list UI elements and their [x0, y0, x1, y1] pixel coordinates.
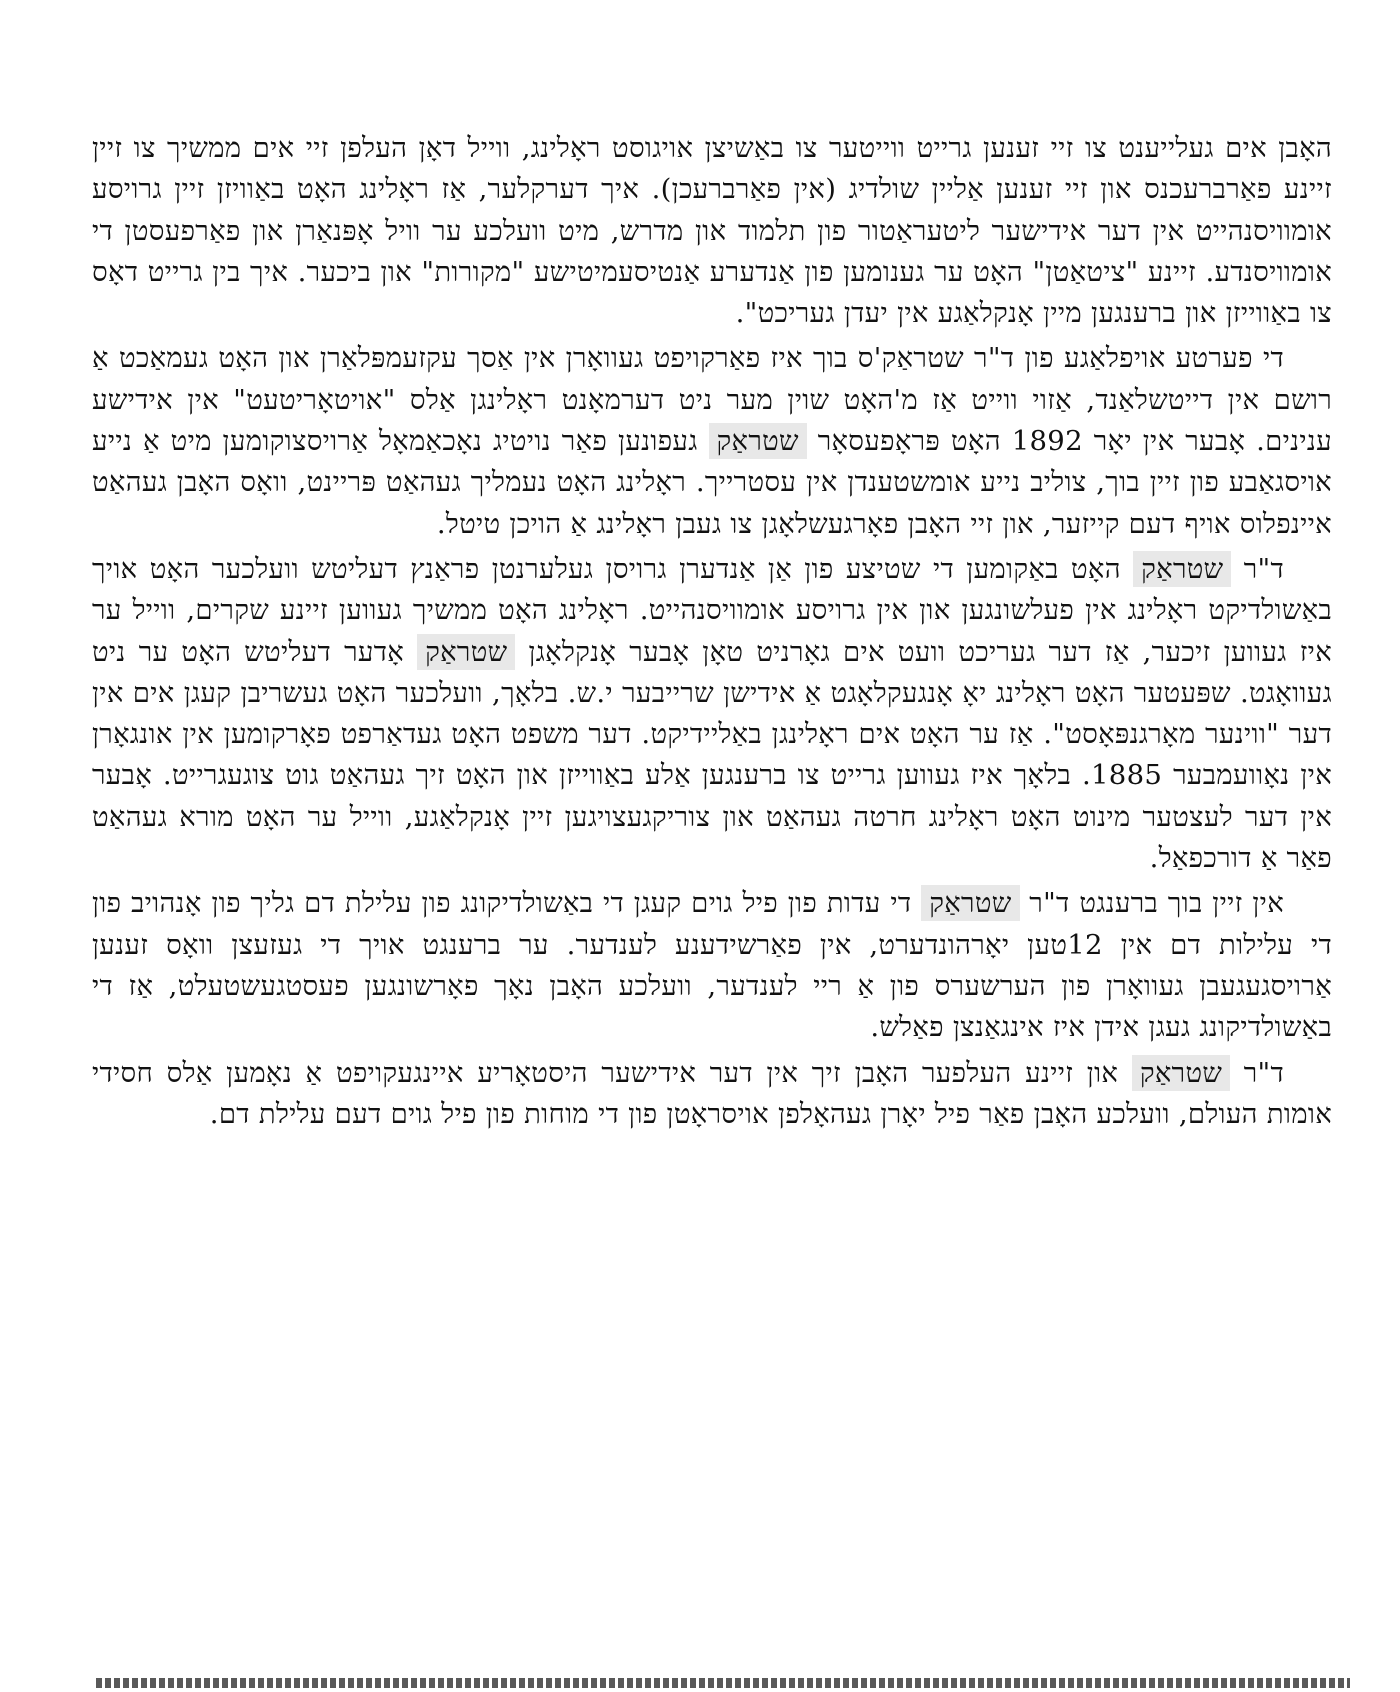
paragraph [92, 549, 1332, 879]
highlighted-name: שטראַק [709, 423, 807, 459]
text-run: די עדות פון פיל גוים קעגן די באַשולדיקונג פון עלילת דם גליך פון אָנהויב פון די עלילות דם אין 12טען יאָרהונדערט, אין פאַרשידענע לענדער. ער ברענגט אויך די געזעצן וואָס זענען אַרויסגעגעבן געוואָרן פון הערשערס פון אַ ריי לענדער, וועלכע האָבן נאָך פאָרשונגען פעסטגעשטעלט, אַז די באַשולדיקונג געגן אידן איז אינגאַנצן פאַלש. [92, 887, 1333, 1044]
highlighted-name: שטראַק [1132, 1055, 1230, 1091]
text-run: האָבן אים געלייענט צו זיי זענען גרייט ווייטער צו באַשיצן אויגוסט ראָלינג, ווייל דאָן העלפן זיי אים ממשיך צו זיין זיינע פאַרברעכנס און זיי זענען אַליין שולדיג (אין פאַרברעכן). איך דערקלער, אַז ראָלינג האָט באַוויזן זיין גרויסע אומוויסנהייט אין דער אידישער ליטעראַטור פון תלמוד און מדרש, מיט וועלכע ער וויל אָפּנאַרן און פאַרפעסטן די אומוויסנדע. זיינע "ציטאַטן" האָט ער גענומען פון אַנדערע אַנטיסעמיטישע "מקורות" און ביכער. איך בין גרייט דאָס צו באַווייזן און ברענגען מיין אָנקלאַגע אין יעדן געריכט". [92, 132, 1332, 330]
highlighted-name: שטראַק [1133, 551, 1231, 587]
text-run: ד"ר [1230, 1056, 1284, 1089]
highlighted-name: שטראַק [417, 634, 515, 670]
paragraph [92, 1053, 1332, 1136]
text-run: די פערטע אויפלאַגע פון ד"ר שטראַק'ס בוך איז פאַרקויפט געוואָרן אין אַסך עקזעמפּלאַרן און האָט געמאַכט אַ רושם אין דייטשלאַנד, אַזוי ווייט אַז מ'האָט שוין מער ניט דערמאָנט ראָלינגן אַלס "אויטאָריטעט" אין אידישע ענינים. אָבער אין יאָר 1892 האָט פּראָפעסאָר [92, 342, 1332, 458]
highlighted-name: שטראַק [921, 885, 1019, 921]
text-run: אין זיין בוך ברענגט ד"ר [1019, 887, 1284, 920]
paragraph [92, 128, 1332, 334]
paragraph [92, 338, 1332, 544]
page-bottom-edge [96, 1678, 1350, 1688]
text-run: און זיינע העלפער האָבן זיך אין דער אידישער היסטאָריע איינגעקויפט אַ נאָמען אַלס חסידי אומות העולם, וועלכע האָבן פאַר פיל יאָרן געהאָלפן אויסראָטן פון די מוחות פון פיל גוים דעם עלילת דם. [92, 1056, 1332, 1130]
text-run: ד"ר [1231, 552, 1284, 585]
text-run: געפונען פאַר נויטיג נאָכאַמאָל אַרויסצוקומען מיט אַ נייע אויסגאַבע פון זיין בוך, צוליב נייע אומשטענדן אין עסטרייך. ראָלינג האָט נעמליך געהאַט פּריינט, וואָס האָבן געהאַט איינפלוס אויף דעם קייזער, און זיי האָבן פאָרגעשלאָגן צו געבן ראָלינג אַ הויכן טיטל. [92, 425, 1332, 540]
text-run: האָט באַקומען די שטיצע פון אַן אַנדערן גרויסן געלערנטן פראַנץ דעליטש וועלכער האָט אויך באַשולדיקט ראָלינג אין פעלשונגען און אין גרויסע אומוויסנהייט. ראָלינג האָט ממשיך געווען זיינע שקרים, ווייל ער איז געווען זיכער, אַז דער געריכט וועט אים גאָרניט טאָן אָבער אָנקלאָגן [92, 552, 1332, 668]
document-page [92, 128, 1332, 1135]
text-run: אָדער דעליטש האָט ער ניט געוואָגט. שפּעטער האָט ראָלינג יאָ אָנגעקלאָגט אַ אידישן שרייבער י.ש. בלאָך, וועלכער האָט געשריבן קעגן אים אין דער "ווינער מאָרגנפּאָסט". אַז ער האָט אים ראָלינגן באַליידיקט. דער משפט האָט געדאַרפט פאָרקומען אין אונגאָרן אין נאָוועמבער 1885. בלאָך איז געווען גרייט צו ברענגען אַלע באַווייזן און האָט זיך געהאַט גוט צוגעגרייט. אָבער אין דער לעצטער מינוט האָט ראָלינג חרטה געהאַט און צוריקגעצויגען זיין אָנקלאַגע, ווייל ער האָט מורא געהאַט פאַר אַ דורכפאַל. [92, 635, 1332, 875]
paragraph [92, 883, 1332, 1048]
